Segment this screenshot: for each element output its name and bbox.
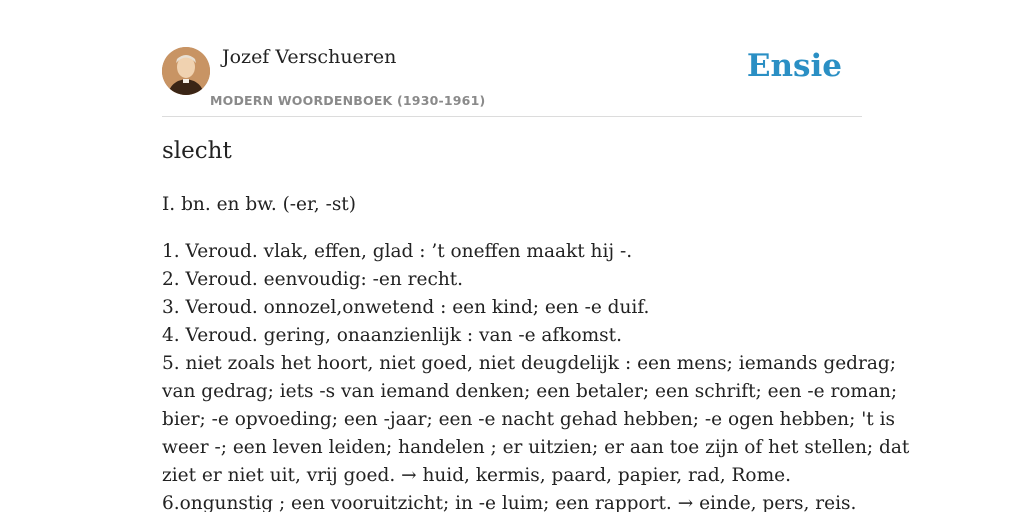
definition-line: 6.ongunstig ; een vooruitzicht; in -e luim; een rapport. → einde, pers, reis. bbox=[162, 493, 857, 512]
author-name[interactable]: Jozef Verschueren bbox=[222, 46, 397, 68]
author-avatar[interactable] bbox=[162, 47, 210, 95]
definition-line: 4. Veroud. gering, onaanzienlijk : van -e afkomst. bbox=[162, 325, 622, 346]
ensie-logo-link[interactable]: Ensie bbox=[746, 48, 842, 84]
entry-header bbox=[162, 44, 862, 117]
page-title: slecht bbox=[162, 138, 232, 164]
definition-line: ziet er niet uit, vrij goed. → huid, kermis, paard, papier, rad, Rome. bbox=[162, 465, 791, 486]
definition-line: 5. niet zoals het hoort, niet goed, niet deugdelijk : een mens; iemands gedrag; bbox=[162, 353, 896, 374]
grammar-info: I. bn. en bw. (-er, -st) bbox=[162, 194, 356, 215]
source-title[interactable]: MODERN WOORDENBOEK (1930-1961) bbox=[210, 93, 486, 108]
definition-list bbox=[162, 238, 910, 512]
definition-line: van gedrag; iets -s van iemand denken; een betaler; een schrift; een -e roman; bbox=[162, 381, 898, 402]
definition-line: bier; -e opvoeding; een -jaar; een -e nacht gehad hebben; -e ogen hebben; 't is bbox=[162, 409, 896, 430]
definition-line: weer -; een leven leiden; handelen ; er uitzien; er aan toe zijn of het stellen; dat bbox=[162, 437, 910, 458]
definition-line: 3. Veroud. onnozel,onwetend : een kind; een -e duif. bbox=[162, 297, 650, 318]
definition-line: 2. Veroud. eenvoudig: -en recht. bbox=[162, 269, 464, 290]
definition-line: 1. Veroud. vlak, effen, glad : ’t oneffen maakt hij -. bbox=[162, 241, 633, 262]
